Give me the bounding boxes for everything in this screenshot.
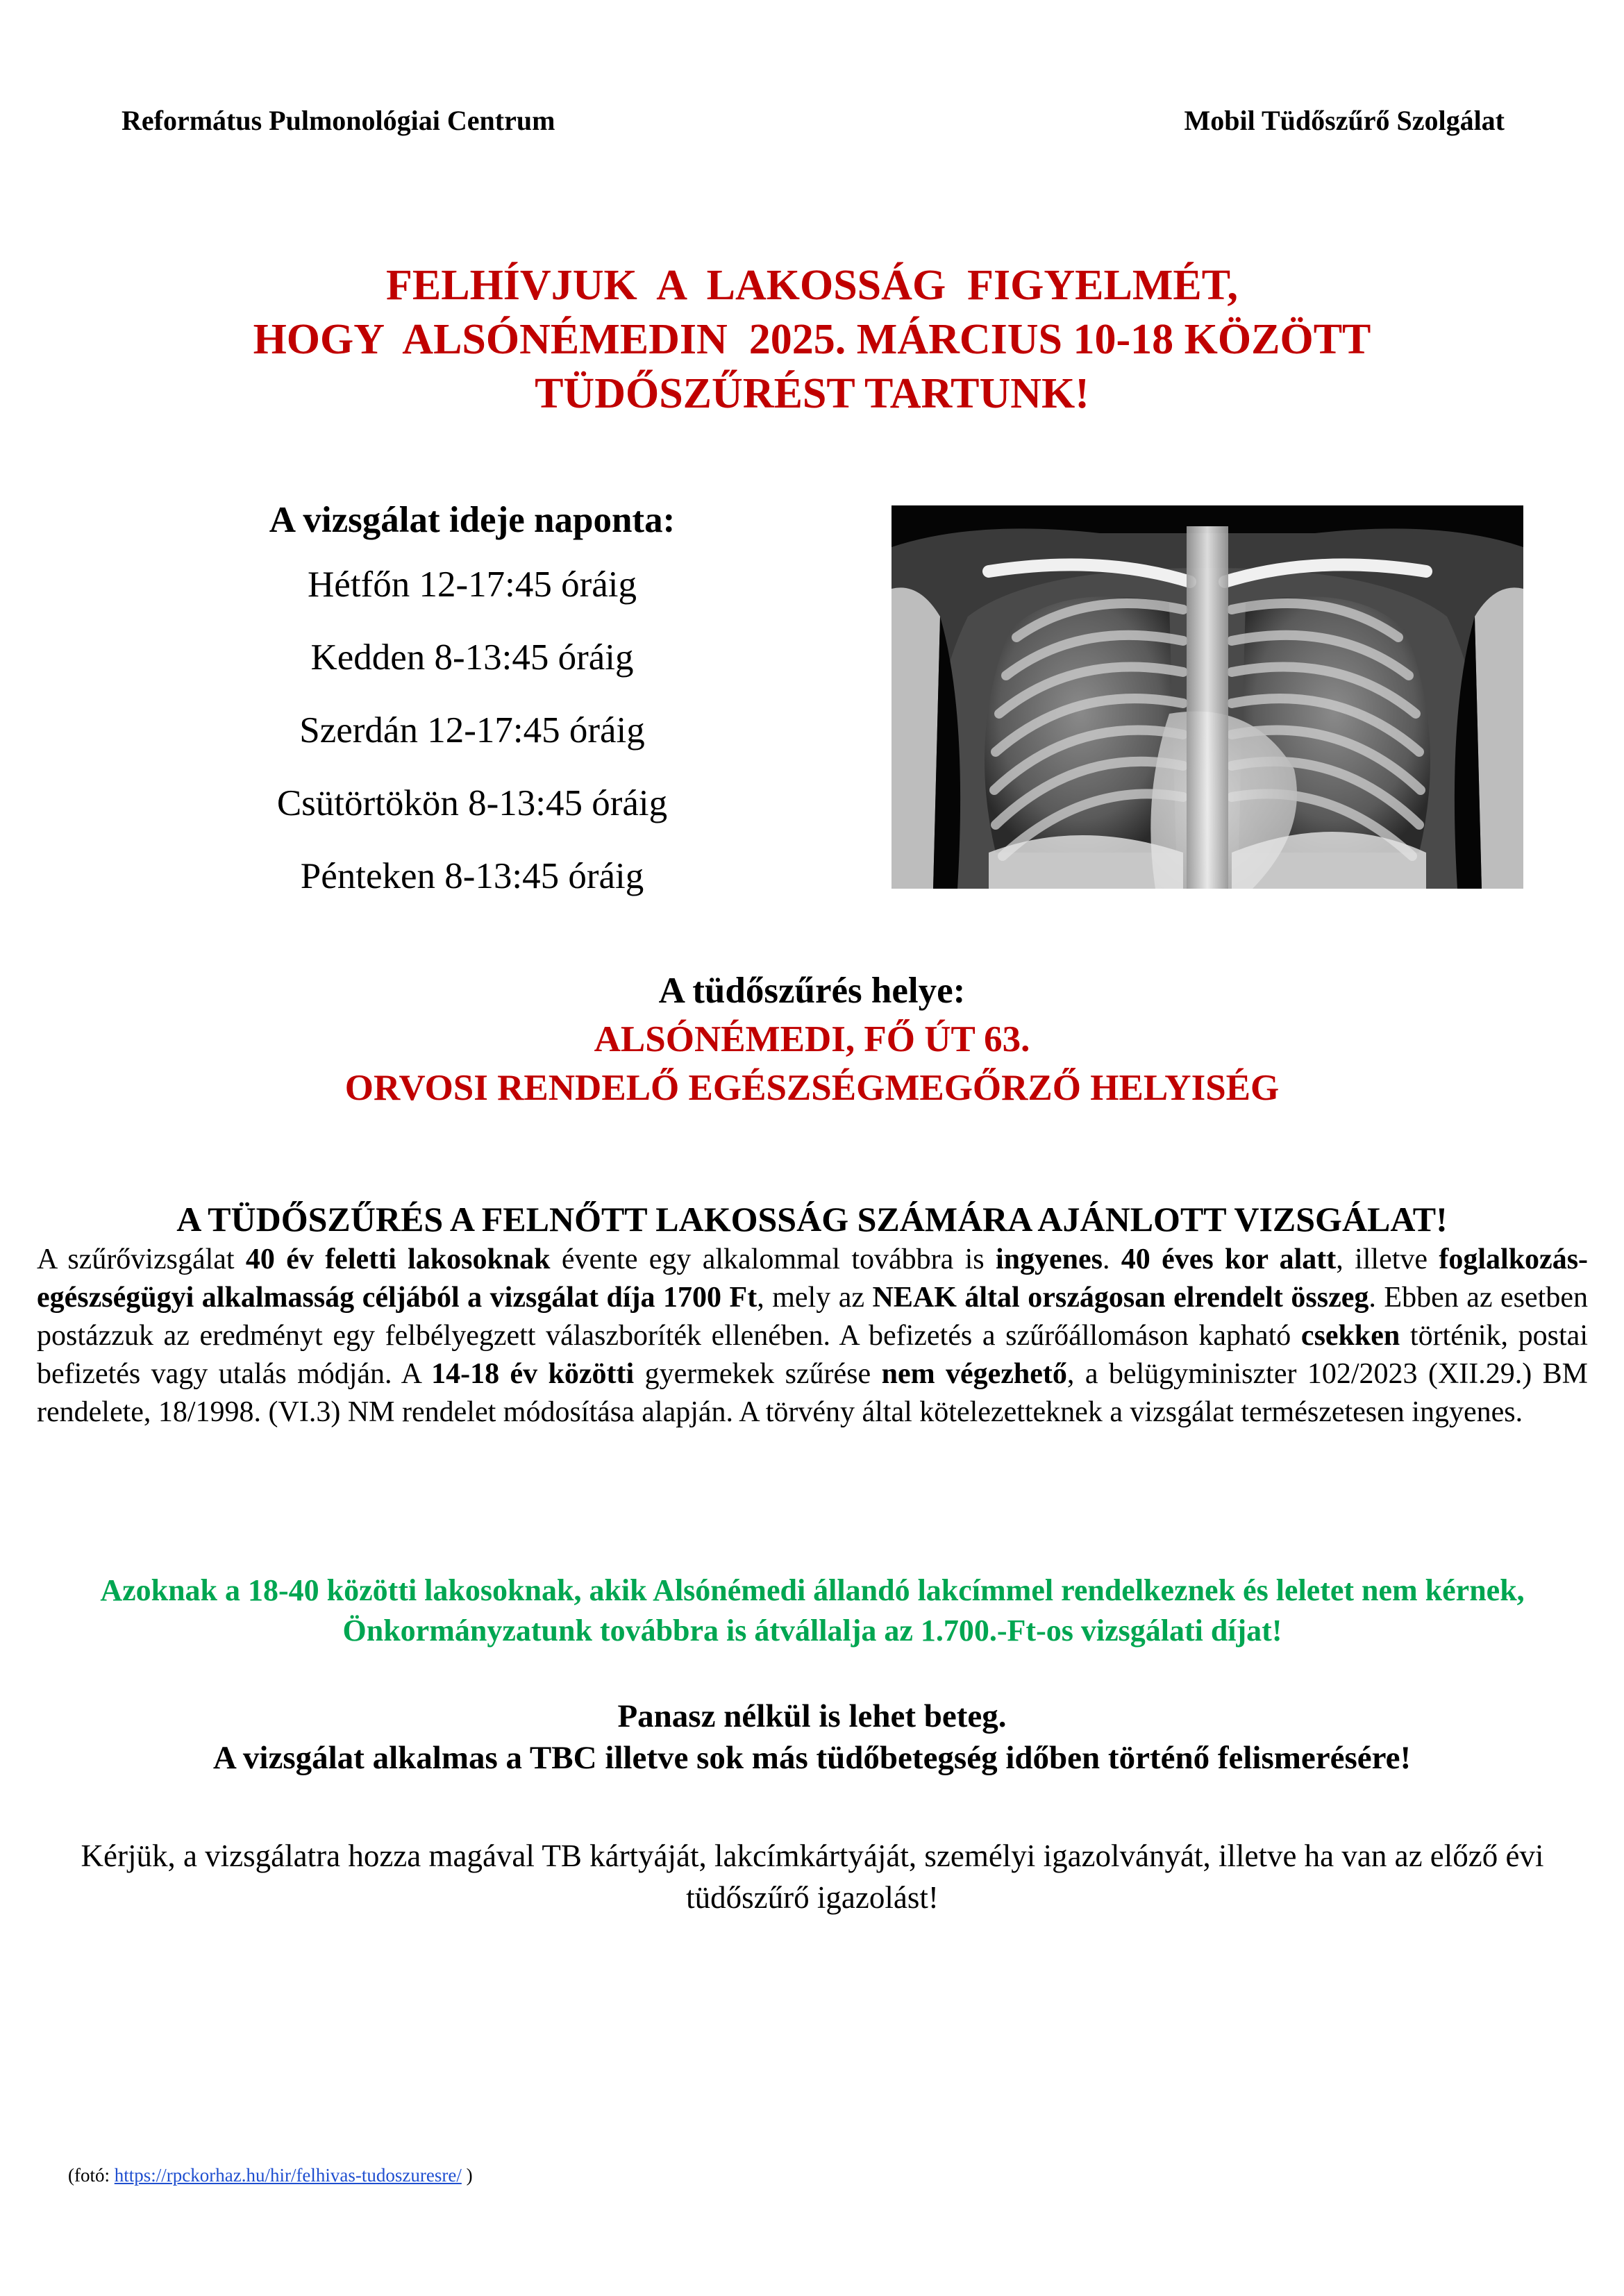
schedule-heading: A vizsgálat ideje naponta: xyxy=(269,500,676,540)
body-text-4: , illetve xyxy=(1336,1243,1439,1275)
body-bold-3: 40 éves kor alatt xyxy=(1121,1243,1337,1275)
chest-xray-icon xyxy=(891,505,1523,889)
main-title xyxy=(0,258,1624,421)
body-bold-5: NEAK által országosan elrendelt összeg xyxy=(872,1282,1369,1314)
title-line-2: HOGY ALSÓNÉMEDIN 2025. MÁRCIUS 10-18 KÖZÖTT xyxy=(253,316,1371,363)
body-bold-1: 40 év feletti lakosoknak xyxy=(245,1243,551,1275)
body-text-9: , a belügyminiszter 102/2023 (XII.29.) BM rendelete, 18/1998. (VI.3) NM rendelet módosítása alapján. A törvény által kötelezetteknek a vizsgálat természetesen ingyenes. xyxy=(37,1358,1588,1428)
header-left-organization: Református Pulmonológiai Centrum xyxy=(122,105,555,136)
bring-documents-note: Kérjük, a vizsgálatra hozza magával TB kártyáját, lakcímkártyáját, személyi igazolványát, illetve ha van az előző évi tüdőszűrő igazolást! xyxy=(81,1838,1544,1915)
warning-line-2: A vizsgálat alkalmas a TBC illetve sok más tüdőbetegség időben történő felismerésére! xyxy=(212,1740,1412,1776)
body-text-8: gyermekek szűrése xyxy=(634,1358,882,1390)
info-paragraph xyxy=(37,1241,1588,1432)
schedule-day-friday: Pénteken 8-13:45 óráig xyxy=(300,856,644,896)
warning-line-1: Panasz nélkül is lehet beteg. xyxy=(617,1698,1007,1734)
location-heading: A tüdőszűrés helye: xyxy=(658,971,966,1011)
body-text-7: történik, postai befizetés vagy utalás módján. A xyxy=(37,1320,1588,1390)
body-bold-2: ingyenes xyxy=(995,1243,1103,1275)
schedule-day-thursday: Csütörtökön 8-13:45 óráig xyxy=(276,783,668,823)
photo-credit-prefix: (fotó: xyxy=(68,2165,115,2186)
photo-credit xyxy=(68,2165,473,2186)
location-address: ALSÓNÉMEDI, FŐ ÚT 63. xyxy=(594,1019,1030,1059)
body-text-3: . xyxy=(1102,1243,1121,1275)
photo-credit-link[interactable]: https://rpckorhaz.hu/hir/felhivas-tudoszuresre/ xyxy=(114,2165,462,2186)
header-right-service: Mobil Tüdőszűrő Szolgálat xyxy=(1184,105,1505,136)
body-text-2: évente egy alkalommal továbbra is xyxy=(550,1243,996,1275)
body-bold-4: foglalkozás-egészségügyi alkalmasság céljából a vizsgálat díja 1700 Ft xyxy=(37,1243,1589,1314)
recommendation-heading: A TÜDŐSZŰRÉS A FELNŐTT LAKOSSÁG SZÁMÁRA AJÁNLOTT VIZSGÁLAT! xyxy=(176,1200,1448,1239)
body-bold-6: csekken xyxy=(1300,1320,1400,1352)
location-block xyxy=(0,966,1624,1112)
schedule-day-tuesday: Kedden 8-13:45 óráig xyxy=(310,637,634,678)
body-text-6: . Ebben az esetben postázzuk az eredményt egy felbélyegzett válaszboríték ellenében. A befizetés a szűrőállomáson kapható xyxy=(37,1282,1588,1352)
photo-credit-suffix: ) xyxy=(461,2165,473,2186)
warning-block xyxy=(0,1695,1624,1779)
body-bold-7: 14-18 év közötti xyxy=(431,1358,635,1390)
chest-xray-image xyxy=(891,505,1523,889)
schedule-day-wednesday: Szerdán 12-17:45 óráig xyxy=(299,710,645,751)
location-venue: ORVOSI RENDELŐ EGÉSZSÉGMEGŐRZŐ HELYISÉG xyxy=(344,1068,1280,1108)
body-text-5: , mely az xyxy=(757,1282,873,1314)
body-bold-8: nem végezhető xyxy=(881,1358,1067,1390)
schedule-block xyxy=(125,492,819,913)
schedule-day-monday: Hétfőn 12-17:45 óráig xyxy=(308,564,637,605)
municipality-note: Azoknak a 18-40 közötti lakosoknak, akik Alsónémedi állandó lakcímmel rendelkeznek és leletet nem kérnek, Önkormányzatunk továbbra is átvállalja az 1.700.-Ft-os vizsgálati díjat! xyxy=(100,1573,1525,1648)
title-line-1: FELHÍVJUK A LAKOSSÁG FIGYELMÉT, xyxy=(385,262,1238,309)
title-line-3: TÜDŐSZŰRÉST TARTUNK! xyxy=(535,370,1089,417)
body-text-1: A szűrővizsgálat xyxy=(37,1243,246,1275)
